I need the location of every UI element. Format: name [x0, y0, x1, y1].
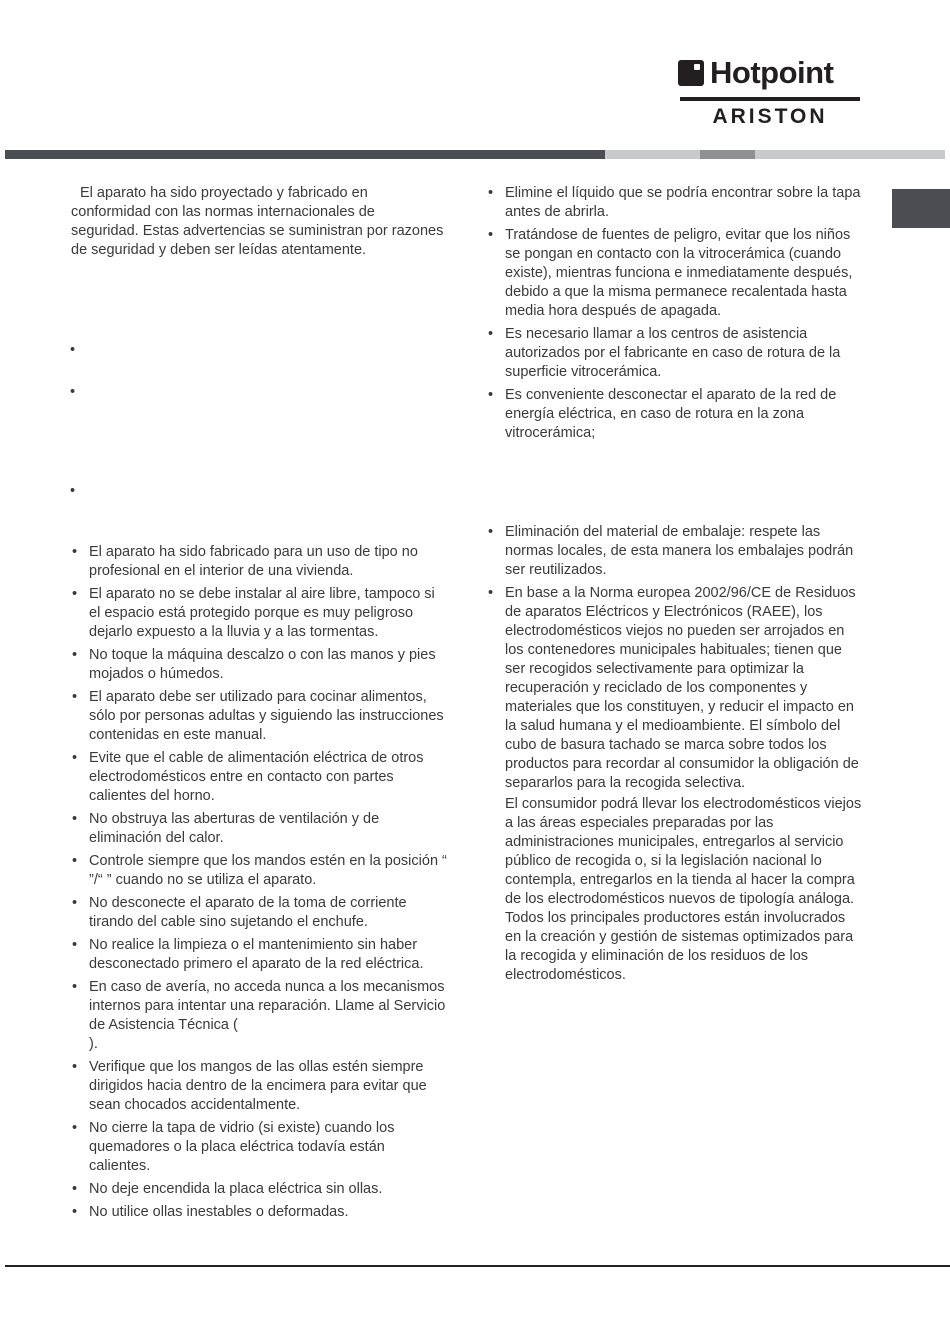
right-bottom-block	[487, 523, 865, 985]
header-bar-light-2	[755, 150, 945, 159]
empty-bullet-2: •	[70, 384, 76, 400]
list-item: • Es necesario llamar a los centros de asistencia autorizados por el fabricante en caso de rotura de la superficie vitrocerámica.	[487, 325, 865, 382]
empty-bullet-3: •	[70, 483, 76, 499]
list-item: • No toque la máquina descalzo o con las manos y pies mojados o húmedos.	[71, 646, 449, 684]
list-item: • Verifique que los mangos de las ollas estén siempre dirigidos hacia dentro de la encimera para evitar que sean chocados accidentalmente.	[71, 1058, 449, 1115]
list-item: • En caso de avería, no acceda nunca a los mecanismos internos para intentar una reparación. Llame al Servicio de Asistencia Técnica ( ).	[71, 978, 449, 1054]
list-item: • El aparato debe ser utilizado para cocinar alimentos, sólo por personas adultas y siguiendo las instrucciones contenidas en este manual.	[71, 688, 449, 745]
consumer-paragraph: El consumidor podrá llevar los electrodomésticos viejos a las áreas especiales preparadas por las administraciones municipales, entregarlos al servicio público de recogida o, si la legislación nacional lo contempla, entregarlos en la tienda al hacer la compra de los electrodomésticos nuevos de tipología análoga.	[505, 796, 862, 907]
logo-brand: Hotpoint	[710, 55, 834, 90]
list-item: • No cierre la tapa de vidrio (si existe) cuando los quemadores o la placa eléctrica todavía están calientes.	[71, 1119, 449, 1176]
left-bullet-list	[71, 543, 449, 1226]
header-bar-mid	[700, 150, 755, 159]
list-item: • Controle siempre que los mandos estén en la posición “ ”/“ ” cuando no se utiliza el aparato.	[71, 852, 449, 890]
list-item: • El aparato ha sido fabricado para un uso de tipo no profesional en el interior de una vivienda.	[71, 543, 449, 581]
left-intro	[71, 184, 446, 260]
list-item: • Elimine el líquido que se podría encontrar sobre la tapa antes de abrirla.	[487, 184, 865, 222]
brand-logo	[678, 54, 862, 130]
list-item: • El aparato no se debe instalar al aire libre, tampoco si el espacio está protegido porque es muy peligroso dejarlo expuesto a la lluvia y a las tormentas.	[71, 585, 449, 642]
intro-paragraph: El aparato ha sido proyectado y fabricado en conformidad con las normas internacionales de seguridad. Estas advertencias se suministran por razones de seguridad y deben ser leídas atentamente.	[71, 185, 444, 258]
logo-rule	[680, 97, 860, 101]
hotpoint-mark-icon	[678, 60, 704, 86]
list-item: • Es conveniente desconectar el aparato de la red de energía eléctrica, en caso de rotura en la zona vitrocerámica;	[487, 386, 865, 443]
list-item: • Eliminación del material de embalaje: respete las normas locales, de esta manera los embalajes podrán ser reutilizados.	[487, 523, 865, 580]
list-item: • No desconecte el aparato de la toma de corriente tirando del cable sino sujetando el enchufe.	[71, 894, 449, 932]
logo-top-row	[678, 54, 862, 92]
logo-sub: ARISTON	[712, 105, 828, 128]
list-item: • No utilice ollas inestables o deformadas.	[71, 1203, 449, 1222]
footer-rule	[5, 1265, 950, 1267]
safety-list	[71, 543, 449, 1222]
header-bar-dark	[5, 150, 605, 159]
list-item: • No deje encendida la placa eléctrica sin ollas.	[71, 1180, 449, 1199]
header-bar	[5, 150, 945, 159]
list-item: • No realice la limpieza o el mantenimiento sin haber desconectado primero el aparato de la red eléctrica.	[71, 936, 449, 974]
producers-paragraph: Todos los principales productores están involucrados en la creación y gestión de sistemas optimizados para la recogida y eliminación de los residuos de los electrodomésticos.	[505, 910, 854, 983]
header-bar-light-1	[605, 150, 700, 159]
list-item: • No obstruya las aberturas de ventilación y de eliminación del calor.	[71, 810, 449, 848]
vitroceramic-list	[487, 184, 865, 443]
section-tab-marker	[892, 189, 950, 228]
right-top-list	[487, 184, 865, 447]
list-item: • En base a la Norma europea 2002/96/CE de Residuos de aparatos Eléctricos y Electrónicos (RAEE), los electrodomésticos viejos no pueden ser arrojados en los contenedores municipales habituales; tienen que ser recogidos selectivamente para optimizar la recuperación y reciclado de los componentes y materiales que los constituyen, y reducir el impacto en la salud humana y el medioambiente. El símbolo del cubo de basura tachado se marca sobre todos los productos para recordar al consumidor la obligación de separarlos para la recogida selectiva.	[487, 584, 865, 793]
empty-bullet-1: •	[70, 342, 76, 358]
list-item: • Evite que el cable de alimentación eléctrica de otros electrodomésticos entre en contacto con partes calientes del horno.	[71, 749, 449, 806]
disposal-list	[487, 523, 865, 793]
list-item: • Tratándose de fuentes de peligro, evitar que los niños se pongan en contacto con la vitrocerámica (cuando existe), mientras funciona e inmediatamente después, debido a que la misma permanece recalentada hasta media hora después de apagada.	[487, 226, 865, 321]
